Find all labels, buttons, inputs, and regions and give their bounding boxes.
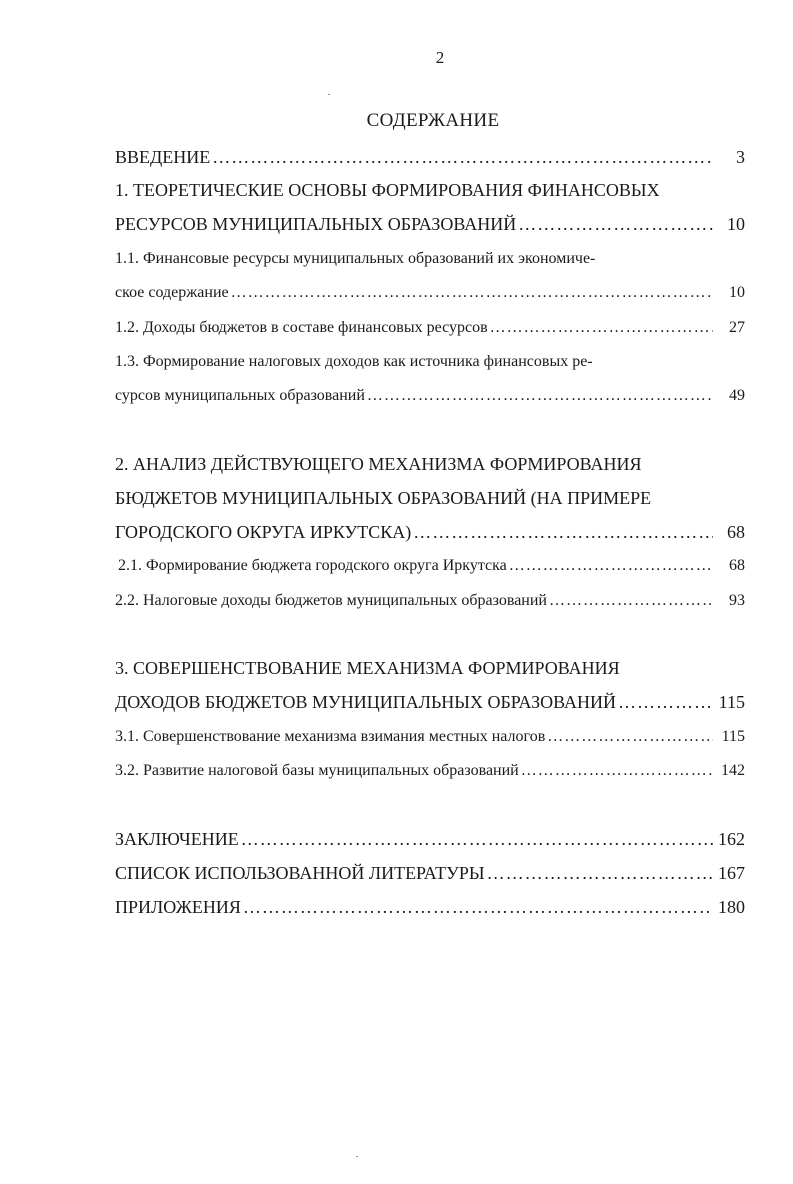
toc-page-number: 142 <box>721 762 745 779</box>
toc-chapter-2-heading-end[interactable] <box>115 520 745 544</box>
toc-section-3-1[interactable] <box>115 725 745 749</box>
toc-section-1-2[interactable] <box>115 316 745 340</box>
dot-leader <box>413 520 713 544</box>
dot-leader <box>549 589 713 613</box>
toc-entry-label: СПИСОК ИСПОЛЬЗОВАННОЙ ЛИТЕРАТУРЫ <box>115 863 485 883</box>
toc-entry-appendices[interactable] <box>115 895 745 919</box>
dot-leader <box>509 554 713 578</box>
toc-chapter-3-heading-end[interactable] <box>115 690 745 714</box>
scan-speck <box>328 94 330 95</box>
toc-entry-label: 1.1. Финансовые ресурсы муниципальных образований их экономиче- <box>115 250 596 267</box>
page-number: 2 <box>435 48 445 67</box>
toc-page-number: 27 <box>729 319 745 336</box>
toc-entry-label: сурсов муниципальных образований <box>115 387 365 404</box>
toc-chapter-3-heading[interactable] <box>115 656 745 680</box>
dot-leader <box>518 212 713 236</box>
toc-page-number: 68 <box>727 522 745 542</box>
toc-entry-label: РЕСУРСОВ МУНИЦИПАЛЬНЫХ ОБРАЗОВАНИЙ <box>115 214 517 234</box>
dot-leader <box>490 316 713 340</box>
toc-entry-label: ВВЕДЕНИЕ <box>115 147 211 167</box>
dot-leader <box>367 384 713 408</box>
dot-leader <box>521 759 713 783</box>
toc-entry-label: 1. ТЕОРЕТИЧЕСКИЕ ОСНОВЫ ФОРМИРОВАНИЯ ФИНАНСОВЫХ <box>115 180 660 200</box>
toc-page-number: 49 <box>729 387 745 404</box>
toc-entry-label: 1.3. Формирование налоговых доходов как источника финансовых ре- <box>115 353 593 370</box>
toc-page-number: 115 <box>721 728 745 745</box>
toc-entry-conclusion[interactable] <box>115 827 745 851</box>
toc-entry-label: ДОХОДОВ БЮДЖЕТОВ МУНИЦИПАЛЬНЫХ ОБРАЗОВАНИЙ <box>115 692 616 712</box>
toc-entry-label: 2.1. Формирование бюджета городского округа Иркутска <box>118 557 507 574</box>
toc-entry-label: 3.2. Развитие налоговой базы муниципальных образований <box>115 762 519 779</box>
toc-section-1-1-end[interactable] <box>115 281 745 305</box>
dot-leader <box>241 827 713 851</box>
toc-page-number: 180 <box>718 897 745 917</box>
toc-page-number: 3 <box>736 147 745 167</box>
toc-page-number: 93 <box>729 592 745 609</box>
dot-leader <box>212 145 713 169</box>
toc-page-number: 10 <box>729 284 745 301</box>
toc-section-2-2[interactable] <box>115 589 745 613</box>
toc-entry-label: 1.2. Доходы бюджетов в составе финансовых ресурсов <box>115 319 488 336</box>
toc-page-number: 115 <box>718 692 745 712</box>
toc-section-3-2[interactable] <box>115 759 745 783</box>
toc-entry-label: ЗАКЛЮЧЕНИЕ <box>115 829 239 849</box>
dot-leader <box>231 281 713 305</box>
toc-chapter-1-heading-end[interactable] <box>115 212 745 236</box>
toc-page-number: 68 <box>729 557 745 574</box>
toc-entry-label: 3. СОВЕРШЕНСТВОВАНИЕ МЕХАНИЗМА ФОРМИРОВАНИЯ <box>115 658 620 678</box>
toc-chapter-1-heading[interactable] <box>115 178 745 202</box>
dot-leader <box>618 690 713 714</box>
toc-entry-label: БЮДЖЕТОВ МУНИЦИПАЛЬНЫХ ОБРАЗОВАНИЙ (НА ПРИМЕРЕ <box>115 488 652 508</box>
toc-entry-label: 2.2. Налоговые доходы бюджетов муниципальных образований <box>115 592 547 609</box>
toc-entry-label: ГОРОДСКОГО ОКРУГА ИРКУТСКА) <box>115 522 412 542</box>
toc-title: СОДЕРЖАНИЕ <box>366 110 500 131</box>
dot-leader <box>487 861 713 885</box>
toc-section-1-3[interactable] <box>115 350 745 374</box>
toc-section-1-1[interactable] <box>115 247 745 271</box>
toc-entry-references[interactable] <box>115 861 745 885</box>
toc-page-number: 10 <box>727 214 745 234</box>
toc-page-number: 162 <box>718 829 745 849</box>
toc-section-2-1[interactable] <box>118 554 745 578</box>
toc-entry-label: ское содержание <box>115 284 229 301</box>
toc-entry-label: 3.1. Совершенствование механизма взимания местных налогов <box>115 728 546 745</box>
toc-entry-label: 2. АНАЛИЗ ДЕЙСТВУЮЩЕГО МЕХАНИЗМА ФОРМИРОВАНИЯ <box>115 454 642 474</box>
toc-entry-label: ПРИЛОЖЕНИЯ <box>115 897 241 917</box>
scan-speck <box>356 1156 358 1157</box>
dot-leader <box>243 895 713 919</box>
toc-chapter-2-heading[interactable] <box>115 452 745 476</box>
toc-entry-introduction[interactable] <box>115 145 745 169</box>
dot-leader <box>547 725 713 749</box>
toc-section-1-3-end[interactable] <box>115 384 745 408</box>
toc-page-number: 167 <box>718 863 745 883</box>
toc-chapter-2-heading-cont[interactable] <box>115 486 745 510</box>
